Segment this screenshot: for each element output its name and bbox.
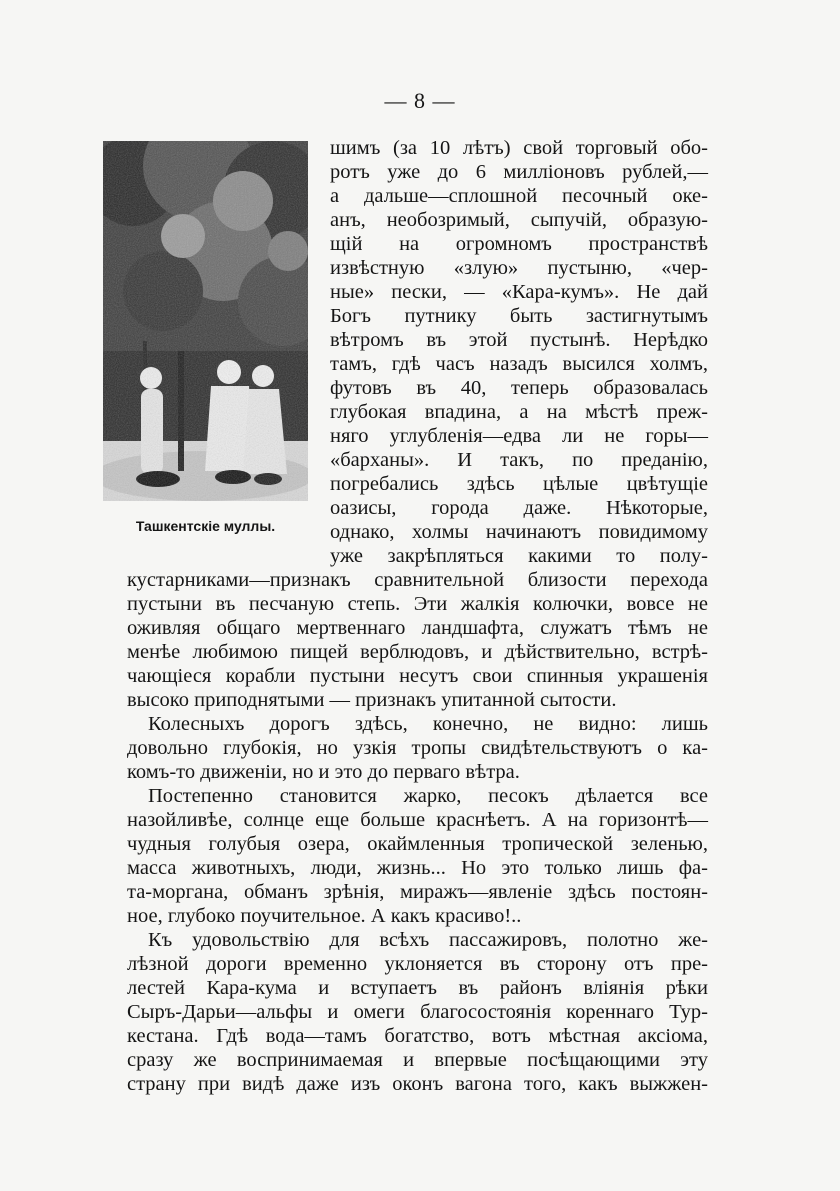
text-line: лестей Кара-кума и вступаетъ въ районъ вліянія рѣки <box>127 977 708 999</box>
text-line: ные» пески, — «Кара-кумъ». Не дай <box>330 281 708 303</box>
text-line: оазисы, города даже. Нѣкоторые, <box>330 497 708 519</box>
text-line: та-моргана, обманъ зрѣнія, миражъ—явленіе здѣсь постоян- <box>127 881 708 903</box>
text-line: а дальше—сплошной песочный оке- <box>330 185 708 207</box>
text-line: менѣе любимою пищей верблюдовъ, и дѣйствительно, встрѣ- <box>127 641 708 663</box>
text-line: чающіеся корабли пустыни несутъ свои спинныя украшенія <box>127 665 708 687</box>
text-line: Колесныхъ дорогъ здѣсь, конечно, не видно: лишь <box>148 713 708 735</box>
text-line: вѣтромъ въ этой пустынѣ. Нерѣдко <box>330 329 708 351</box>
text-line: Сыръ-Дарьи—альфы и омеги благосостоянія кореннаго Тур- <box>127 1001 708 1023</box>
text-line: кустарниками—признакъ сравнительной близости перехода <box>127 569 708 591</box>
text-line: щій на огромномъ пространствѣ <box>330 233 708 255</box>
text-line: извѣстную «злую» пустыню, «чер- <box>330 257 708 279</box>
text-line: оживляя общаго мертвеннаго ландшафта, служатъ тѣмъ не <box>127 617 708 639</box>
text-line: назойливѣе, солнце еще больше краснѣетъ. А на горизонтѣ— <box>127 809 708 831</box>
text-line: однако, холмы начинаютъ повидимому <box>330 521 708 543</box>
text-line: высоко приподнятыми — признакъ упитанной сытости. <box>127 689 617 711</box>
text-line: довольно глубокія, но узкія тропы свидѣтельствуютъ о ка- <box>127 737 708 759</box>
text-line: шимъ (за 10 лѣтъ) свой торговый обо- <box>330 137 708 159</box>
text-line: ротъ уже до 6 милліоновъ рублей,— <box>330 161 708 183</box>
text-line: Къ удовольствію для всѣхъ пассажировъ, полотно же- <box>148 929 708 951</box>
text-line: сразу же воспринимаемая и впервые посѣщающими эту <box>127 1049 708 1071</box>
text-line: уже закрѣпляться какими то полу- <box>330 545 708 567</box>
text-line: кестана. Гдѣ вода—тамъ богатство, вотъ мѣстная аксіома, <box>127 1025 708 1047</box>
text-line: анъ, необозримый, сыпучій, образую- <box>330 209 708 231</box>
text-line: комъ-то движеніи, но и это до перваго вѣтра. <box>127 761 520 783</box>
text-line: лѣзной дороги временно уклоняется въ сторону отъ пре- <box>127 953 708 975</box>
photograph-tashkent-mullahs <box>103 141 308 501</box>
text-line: страну при видѣ даже изъ оконъ вагона того, какъ выжжен- <box>127 1073 708 1095</box>
text-line: чудныя голубыя озера, окаймленныя тропической зеленью, <box>127 833 708 855</box>
text-line: ное, глубоко поучительное. А какъ красиво!.. <box>127 905 522 927</box>
page-number: — 8 — <box>384 88 456 113</box>
text-line: масса животныхъ, люди, жизнь... Но это только лишь фа- <box>127 857 708 879</box>
text-line: Постепенно становится жарко, песокъ дѣлается все <box>148 785 708 807</box>
text-line: Богъ путнику быть застигнутымъ <box>330 305 708 327</box>
text-line: футовъ въ 40, теперь образовалась <box>330 377 708 399</box>
photo-caption: Ташкентскіе муллы. <box>135 518 276 534</box>
text-line: няго углубленія—едва ли не горы— <box>330 425 708 447</box>
text-line: погребались здѣсь цѣлые цвѣтущіе <box>330 473 708 495</box>
text-line: глубокая впадина, а на мѣстѣ преж- <box>330 401 708 423</box>
text-line: пустыни въ песчаную степь. Эти жалкія колючки, вовсе не <box>127 593 708 615</box>
text-line: тамъ, гдѣ часъ назадъ высился холмъ, <box>330 353 708 375</box>
text-line: «барханы». И такъ, по преданію, <box>330 449 708 471</box>
